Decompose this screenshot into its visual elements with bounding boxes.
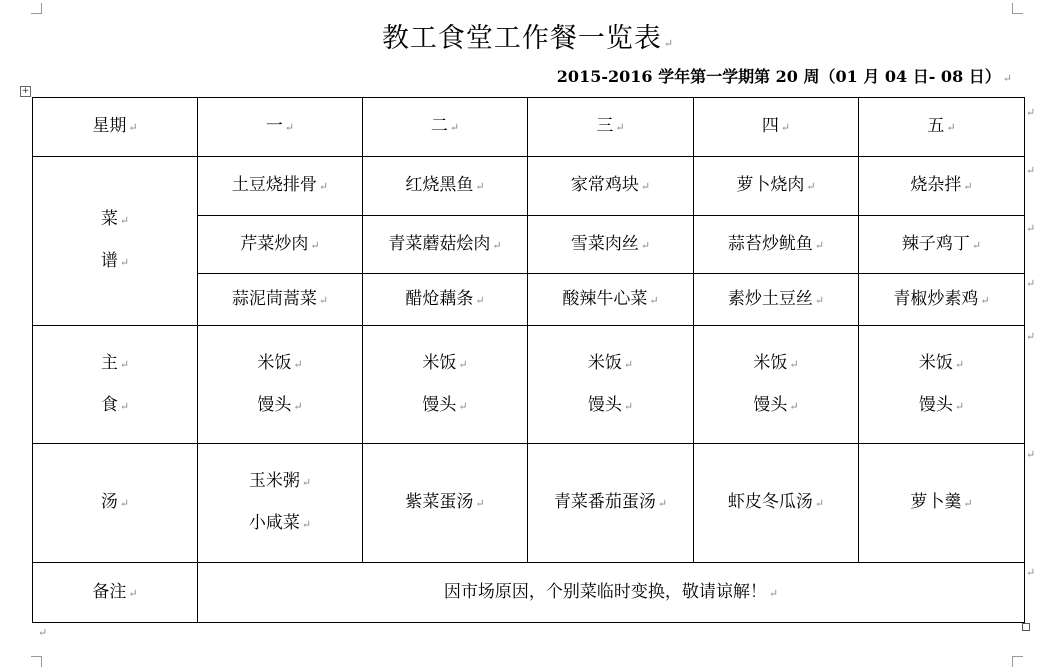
- cell-text: [198, 279, 362, 321]
- cell-text-value: 蒜泥茼蒿菜: [231, 288, 317, 309]
- dish-cell-content: [694, 279, 858, 321]
- table-move-handle-icon[interactable]: +: [21, 86, 30, 96]
- dish-cell-content: [859, 165, 1024, 207]
- paragraph-mark: ↵: [475, 180, 485, 193]
- staple-cell: [694, 326, 859, 444]
- paragraph-mark-end: ↵: [38, 626, 48, 639]
- dish-cell: [198, 157, 363, 216]
- page-corner-top-left: [31, 3, 42, 14]
- row-end-mark: ↵: [1026, 448, 1036, 461]
- cell-text-value: 红烧黑鱼: [405, 175, 474, 195]
- cell-text: [198, 503, 362, 545]
- dish-cell-content: [363, 165, 527, 207]
- remarks-label-cell-content: [33, 572, 197, 614]
- staple-cell-content: [859, 343, 1024, 427]
- paragraph-mark: ↵: [119, 214, 130, 227]
- cell-text-value: 萝卜羹: [910, 492, 962, 512]
- paragraph-mark: ↵: [475, 497, 485, 510]
- staple-cell: [528, 326, 694, 444]
- paragraph-mark: ↵: [806, 180, 816, 193]
- cell-text-value: 酸辣牛心菜: [562, 288, 648, 309]
- dish-cell: [363, 157, 528, 216]
- staple-cell: [198, 326, 363, 444]
- cell-text: [363, 165, 527, 207]
- dish-cell-content: [363, 224, 527, 266]
- paragraph-mark: ↵: [954, 357, 965, 371]
- cell-text-value: 醋炝藕条: [405, 288, 474, 309]
- staple-label-cell: [33, 326, 198, 444]
- cell-text: [33, 482, 197, 524]
- cell-text: [694, 224, 858, 266]
- paragraph-mark: ↵: [615, 121, 625, 134]
- cell-text: [859, 482, 1024, 524]
- cell-text: [198, 343, 362, 385]
- cell-text: [694, 106, 858, 148]
- cell-text-value: 雪菜肉丝: [570, 233, 639, 254]
- cell-text: [694, 385, 858, 427]
- document-title-text: 教工食堂工作餐一览表: [381, 23, 662, 54]
- cell-text: [198, 461, 362, 503]
- cell-text-value: 米饭: [257, 352, 292, 373]
- cell-text-value: 因市场原因，个别菜临时变换，敬请谅解！: [443, 581, 767, 602]
- cell-text: [33, 106, 197, 148]
- cell-text-value: 馒头: [422, 394, 457, 415]
- cell-text-value: 四: [761, 116, 779, 136]
- cell-text: [33, 572, 197, 614]
- cell-text-value: 三: [596, 116, 614, 136]
- row-end-mark: ↵: [1026, 164, 1036, 177]
- soup-cell-content: [363, 482, 527, 524]
- document-subtitle: [557, 64, 1012, 87]
- soup-row: [33, 444, 1025, 563]
- cell-text: [528, 106, 693, 148]
- cell-text-value: 米饭: [753, 352, 788, 373]
- cell-text: [528, 279, 693, 321]
- cell-text: [33, 385, 197, 427]
- cell-text-value: 家常鸡块: [570, 175, 639, 195]
- soup-cell: [859, 444, 1025, 563]
- soup-cell: [198, 444, 363, 563]
- cell-text-value: 米饭: [587, 352, 622, 373]
- staple-cell: [859, 326, 1025, 444]
- weekday-cell: [694, 98, 859, 157]
- row-end-mark: ↵: [1026, 222, 1036, 235]
- cell-text: [363, 482, 527, 524]
- dish-cell-content: [694, 165, 858, 207]
- paragraph-mark: ↵: [657, 497, 668, 510]
- paragraph-mark: ↵: [649, 293, 659, 307]
- soup-cell-content: [694, 482, 858, 524]
- cell-text: [33, 343, 197, 385]
- paragraph-mark: ↵: [119, 256, 130, 269]
- cell-text-value: 蒜苔炒鱿鱼: [727, 233, 813, 254]
- cell-text: [859, 343, 1024, 385]
- cell-text-value: 星期: [92, 116, 127, 136]
- staple-label-cell-content: [33, 343, 197, 427]
- header-row: [33, 98, 1025, 157]
- cell-text-value: 烧杂拌: [910, 175, 962, 195]
- paragraph-mark: ↵: [318, 180, 329, 193]
- document-title: [0, 16, 1056, 55]
- cell-text: [528, 385, 693, 427]
- paragraph-mark: ↵: [449, 121, 460, 134]
- paragraph-mark: ↵: [780, 121, 791, 134]
- dish-cell: [859, 157, 1025, 216]
- cell-text-value: 馒头: [257, 394, 292, 415]
- weekday-cell: [198, 98, 363, 157]
- paragraph-mark: ↵: [119, 357, 130, 371]
- paragraph-mark: ↵: [119, 497, 130, 510]
- paragraph-mark: ↵: [980, 293, 990, 307]
- dish-cell-content: [363, 279, 527, 321]
- dish-cell: [363, 274, 528, 326]
- cell-text-value: 菜: [100, 209, 118, 229]
- cell-text-value: 素炒土豆丝: [727, 288, 813, 309]
- paragraph-mark: ↵: [301, 518, 312, 531]
- dish-cell: [694, 216, 859, 274]
- paragraph-mark: ↵: [293, 357, 303, 371]
- dish-cell-content: [859, 279, 1024, 321]
- cell-text: [859, 279, 1024, 321]
- dish-cell: [198, 216, 363, 274]
- cell-text-value: 芹菜炒肉: [240, 233, 309, 254]
- dish-cell: [859, 274, 1025, 326]
- paragraph-mark: ↵: [814, 238, 825, 252]
- cell-text-value: 青菜蘑菇烩肉: [388, 233, 491, 254]
- paragraph-mark: ↵: [458, 357, 468, 371]
- cell-text: [528, 482, 693, 524]
- menu-label-cell-content: [33, 199, 197, 283]
- page-corner-top-right: [1012, 3, 1023, 14]
- paragraph-mark: ↵: [963, 497, 973, 510]
- cell-text-value: 辣子鸡丁: [901, 233, 970, 254]
- dish-cell: [859, 216, 1025, 274]
- cell-text: [198, 224, 362, 266]
- weekday-label-cell-content: [33, 106, 197, 148]
- cell-text: [33, 199, 197, 241]
- cell-text: [528, 343, 693, 385]
- paragraph-mark: ↵: [768, 586, 779, 600]
- cell-text-value: 青菜番茄蛋汤: [553, 492, 656, 512]
- paragraph-mark: ↵: [1002, 72, 1012, 85]
- cell-text: [528, 165, 693, 207]
- page-corner-bottom-left: [31, 656, 42, 667]
- dish-cell: [528, 274, 694, 326]
- dish-cell: [198, 274, 363, 326]
- dish-cell: [528, 157, 694, 216]
- cell-text-value: 馒头: [918, 394, 953, 415]
- dish-cell-content: [198, 165, 362, 207]
- cell-text: [363, 343, 527, 385]
- cell-text-value: 五: [927, 116, 945, 136]
- cell-text: [859, 385, 1024, 427]
- paragraph-mark: ↵: [663, 37, 675, 50]
- cell-text-value: 小咸菜: [248, 513, 300, 533]
- dish-cell-content: [528, 224, 693, 266]
- paragraph-mark: ↵: [789, 399, 799, 413]
- row-end-mark: ↵: [1026, 566, 1036, 579]
- cell-text-value: 谱: [100, 251, 118, 271]
- paragraph-mark: ↵: [814, 293, 825, 307]
- cell-text-value: 紫菜蛋汤: [405, 492, 474, 512]
- cell-text: [859, 224, 1024, 266]
- cell-text: [198, 572, 1024, 614]
- weekday-cell-content: [859, 106, 1024, 148]
- cell-text: [363, 106, 527, 148]
- row-end-mark: ↵: [1026, 277, 1036, 290]
- cell-text: [33, 241, 197, 283]
- paragraph-mark: ↵: [623, 357, 634, 371]
- soup-cell-content: [859, 482, 1024, 524]
- paragraph-mark: ↵: [128, 586, 138, 600]
- dish-cell-content: [528, 279, 693, 321]
- cell-text: [694, 165, 858, 207]
- staple-cell-content: [363, 343, 527, 427]
- cell-text: [363, 385, 527, 427]
- dish-cell-content: [528, 165, 693, 207]
- page-corner-bottom-right: [1012, 656, 1023, 667]
- dish-cell-content: [859, 224, 1024, 266]
- paragraph-mark: ↵: [119, 399, 130, 413]
- table-resize-handle[interactable]: [1022, 623, 1030, 631]
- soup-label-cell-content: [33, 482, 197, 524]
- cell-text: [694, 482, 858, 524]
- cell-text-value: 土豆烧排骨: [231, 175, 317, 195]
- cell-text: [859, 165, 1024, 207]
- weekday-cell: [363, 98, 528, 157]
- soup-label-cell: [33, 444, 198, 563]
- row-end-mark: ↵: [1026, 106, 1036, 119]
- paragraph-mark: ↵: [301, 476, 312, 489]
- dish-cell: [694, 157, 859, 216]
- cell-text-value: 主: [100, 352, 118, 373]
- soup-cell-content: [528, 482, 693, 524]
- staple-cell: [363, 326, 528, 444]
- dish-cell-content: [198, 224, 362, 266]
- paragraph-mark: ↵: [492, 238, 502, 252]
- staple-cell-content: [528, 343, 693, 427]
- paragraph-mark: ↵: [954, 399, 965, 413]
- weekday-cell: [528, 98, 694, 157]
- paragraph-mark: ↵: [946, 121, 956, 134]
- cell-text: [859, 106, 1024, 148]
- weekday-cell-content: [198, 106, 362, 148]
- cell-text-value: 食: [100, 394, 118, 415]
- staple-cell-content: [198, 343, 362, 427]
- paragraph-mark: ↵: [293, 399, 303, 413]
- remarks-label-cell: [33, 563, 198, 623]
- cell-text-value: 一: [265, 116, 283, 136]
- cell-text-value: 米饭: [422, 352, 457, 373]
- document-subtitle-text: 2015-2016 学年第一学期第 20 周（01 月 04 日- 08 日）: [556, 67, 1001, 86]
- cell-text-value: 米饭: [918, 352, 953, 373]
- weekday-cell-content: [363, 106, 527, 148]
- cell-text: [198, 385, 362, 427]
- cell-text-value: 玉米粥: [248, 471, 300, 491]
- weekday-cell: [859, 98, 1025, 157]
- paragraph-mark: ↵: [814, 497, 825, 510]
- staple-row: [33, 326, 1025, 444]
- paragraph-mark: ↵: [284, 121, 295, 134]
- row-end-mark: ↵: [1026, 330, 1036, 343]
- cell-text-value: 汤: [100, 492, 118, 512]
- staple-cell-content: [694, 343, 858, 427]
- cell-text-value: 馒头: [587, 394, 622, 415]
- cell-text: [363, 279, 527, 321]
- paragraph-mark: ↵: [640, 238, 651, 252]
- paragraph-mark: ↵: [623, 399, 634, 413]
- paragraph-mark: ↵: [963, 180, 973, 193]
- weekday-cell-content: [528, 106, 693, 148]
- soup-cell-content: [198, 461, 362, 545]
- paragraph-mark: ↵: [475, 293, 485, 307]
- cell-text: [694, 343, 858, 385]
- cell-text: [694, 279, 858, 321]
- cell-text: [198, 165, 362, 207]
- dish-cell: [694, 274, 859, 326]
- soup-cell: [694, 444, 859, 563]
- remarks-text-cell-content: [198, 572, 1024, 614]
- cell-text: [363, 224, 527, 266]
- cell-text-value: 馒头: [753, 394, 788, 415]
- dish-cell: [363, 216, 528, 274]
- dish-cell-content: [694, 224, 858, 266]
- paragraph-mark: ↵: [458, 399, 468, 413]
- menu-label-cell: [33, 157, 198, 326]
- soup-cell: [528, 444, 694, 563]
- cell-text-value: 虾皮冬瓜汤: [727, 492, 813, 512]
- paragraph-mark: ↵: [640, 180, 651, 193]
- dish-cell: [528, 216, 694, 274]
- weekday-cell-content: [694, 106, 858, 148]
- weekday-label-cell: [33, 98, 198, 157]
- paragraph-mark: ↵: [789, 357, 799, 371]
- paragraph-mark: ↵: [128, 121, 138, 134]
- soup-cell: [363, 444, 528, 563]
- cell-text-value: 萝卜烧肉: [736, 175, 805, 195]
- menu-table: [32, 97, 1025, 623]
- menu-row: [33, 157, 1025, 216]
- cell-text-value: 二: [430, 116, 448, 136]
- remarks-row: [33, 563, 1025, 623]
- cell-text: [528, 224, 693, 266]
- cell-text-value: 青椒炒素鸡: [893, 288, 979, 309]
- paragraph-mark: ↵: [318, 293, 329, 307]
- cell-text-value: 备注: [92, 581, 127, 602]
- cell-text: [198, 106, 362, 148]
- paragraph-mark: ↵: [310, 238, 320, 252]
- dish-cell-content: [198, 279, 362, 321]
- paragraph-mark: ↵: [971, 238, 982, 252]
- remarks-text-cell: [198, 563, 1025, 623]
